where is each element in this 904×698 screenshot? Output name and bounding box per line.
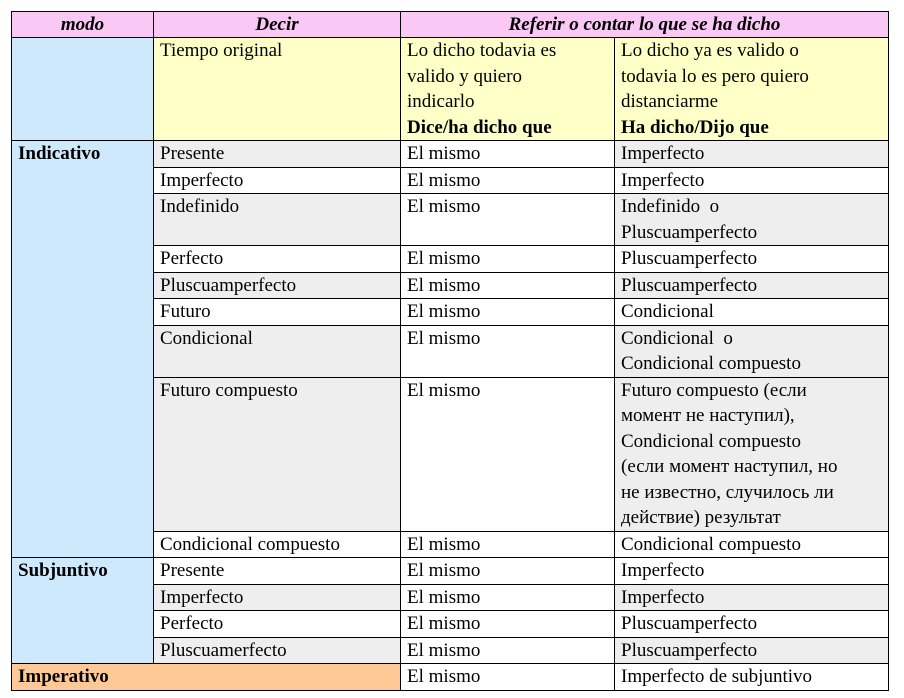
same-cell: El mismo: [401, 272, 615, 299]
refer-cell: Pluscuamperfecto: [615, 611, 889, 638]
decir-cell: Perfecto: [154, 611, 401, 638]
table-row: [12, 558, 889, 585]
same-cell: El mismo: [401, 377, 615, 531]
distance-bold: Ha dicho/Dijo que: [621, 116, 769, 138]
same-cell: El mismo: [401, 558, 615, 585]
same-cell: El mismo: [401, 194, 615, 246]
same-cell: El mismo: [401, 299, 615, 326]
refer-cell: Imperfecto de subjuntivo: [615, 664, 889, 691]
decir-cell: Pluscuamerfecto: [154, 637, 401, 664]
decir-cell: Presente: [154, 141, 401, 168]
group-indicativo: Indicativo: [12, 141, 154, 558]
refer-cell: Pluscuamperfecto: [615, 246, 889, 273]
same-cell: El mismo: [401, 637, 615, 664]
header-decir: Decir: [154, 12, 401, 38]
decir-cell: Pluscuamperfecto: [154, 272, 401, 299]
refer-cell: Imperfecto: [615, 167, 889, 194]
header-modo: modo: [12, 12, 154, 38]
decir-cell: Imperfecto: [154, 167, 401, 194]
decir-cell: Indefinido: [154, 194, 401, 246]
same-cell: El mismo: [401, 246, 615, 273]
same-cell: El mismo: [401, 531, 615, 558]
subheader-distance: [615, 38, 889, 141]
distance-line: todavia lo es pero quiero: [621, 65, 809, 87]
decir-cell: Condicional compuesto: [154, 531, 401, 558]
same-cell: El mismo: [401, 325, 615, 377]
valid-bold: Dice/ha dicho que: [407, 116, 552, 138]
decir-cell: Perfecto: [154, 246, 401, 273]
group-imperativo: Imperativo: [12, 664, 401, 691]
refer-cell: Condicional: [615, 299, 889, 326]
valid-line: indicarlo: [407, 91, 475, 112]
refer-cell: Pluscuamperfecto: [615, 272, 889, 299]
table-row: [12, 141, 889, 168]
table-row: [12, 664, 889, 691]
subheader-valid: [401, 38, 615, 141]
header-referir: Referir o contar lo que se ha dicho: [401, 12, 889, 38]
decir-cell: Futuro: [154, 299, 401, 326]
refer-cell: Imperfecto: [615, 584, 889, 611]
refer-cell: Condicional o Condicional compuesto: [615, 325, 889, 377]
same-cell: El mismo: [401, 141, 615, 168]
valid-line: Lo dicho todavia es: [407, 40, 557, 61]
valid-line: valido y quiero: [407, 65, 523, 87]
subheader-original: Tiempo original: [154, 38, 401, 141]
refer-cell: Imperfecto: [615, 141, 889, 168]
tense-table: [11, 11, 889, 691]
same-cell: El mismo: [401, 584, 615, 611]
refer-cell: Indefinido o Pluscuamperfecto: [615, 194, 889, 246]
refer-cell: Imperfecto: [615, 558, 889, 585]
subheader-row: [12, 38, 889, 141]
decir-cell: Imperfecto: [154, 584, 401, 611]
group-subjuntivo: Subjuntivo: [12, 558, 154, 664]
distance-line: distanciarme: [621, 91, 719, 112]
refer-cell: Futuro compuesto (если момент не наступил), Condicional compuesto (если момент наступил, но не известно, случилось ли действие) результат: [615, 377, 889, 531]
subheader-modo-blank: [12, 38, 154, 141]
same-cell: El mismo: [401, 664, 615, 691]
distance-line: Lo dicho ya es valido o: [621, 40, 799, 61]
refer-cell: Pluscuamperfecto: [615, 637, 889, 664]
header-row: [12, 12, 889, 38]
refer-cell: Condicional compuesto: [615, 531, 889, 558]
same-cell: El mismo: [401, 167, 615, 194]
decir-cell: Futuro compuesto: [154, 377, 401, 531]
decir-cell: Presente: [154, 558, 401, 585]
decir-cell: Condicional: [154, 325, 401, 377]
same-cell: El mismo: [401, 611, 615, 638]
